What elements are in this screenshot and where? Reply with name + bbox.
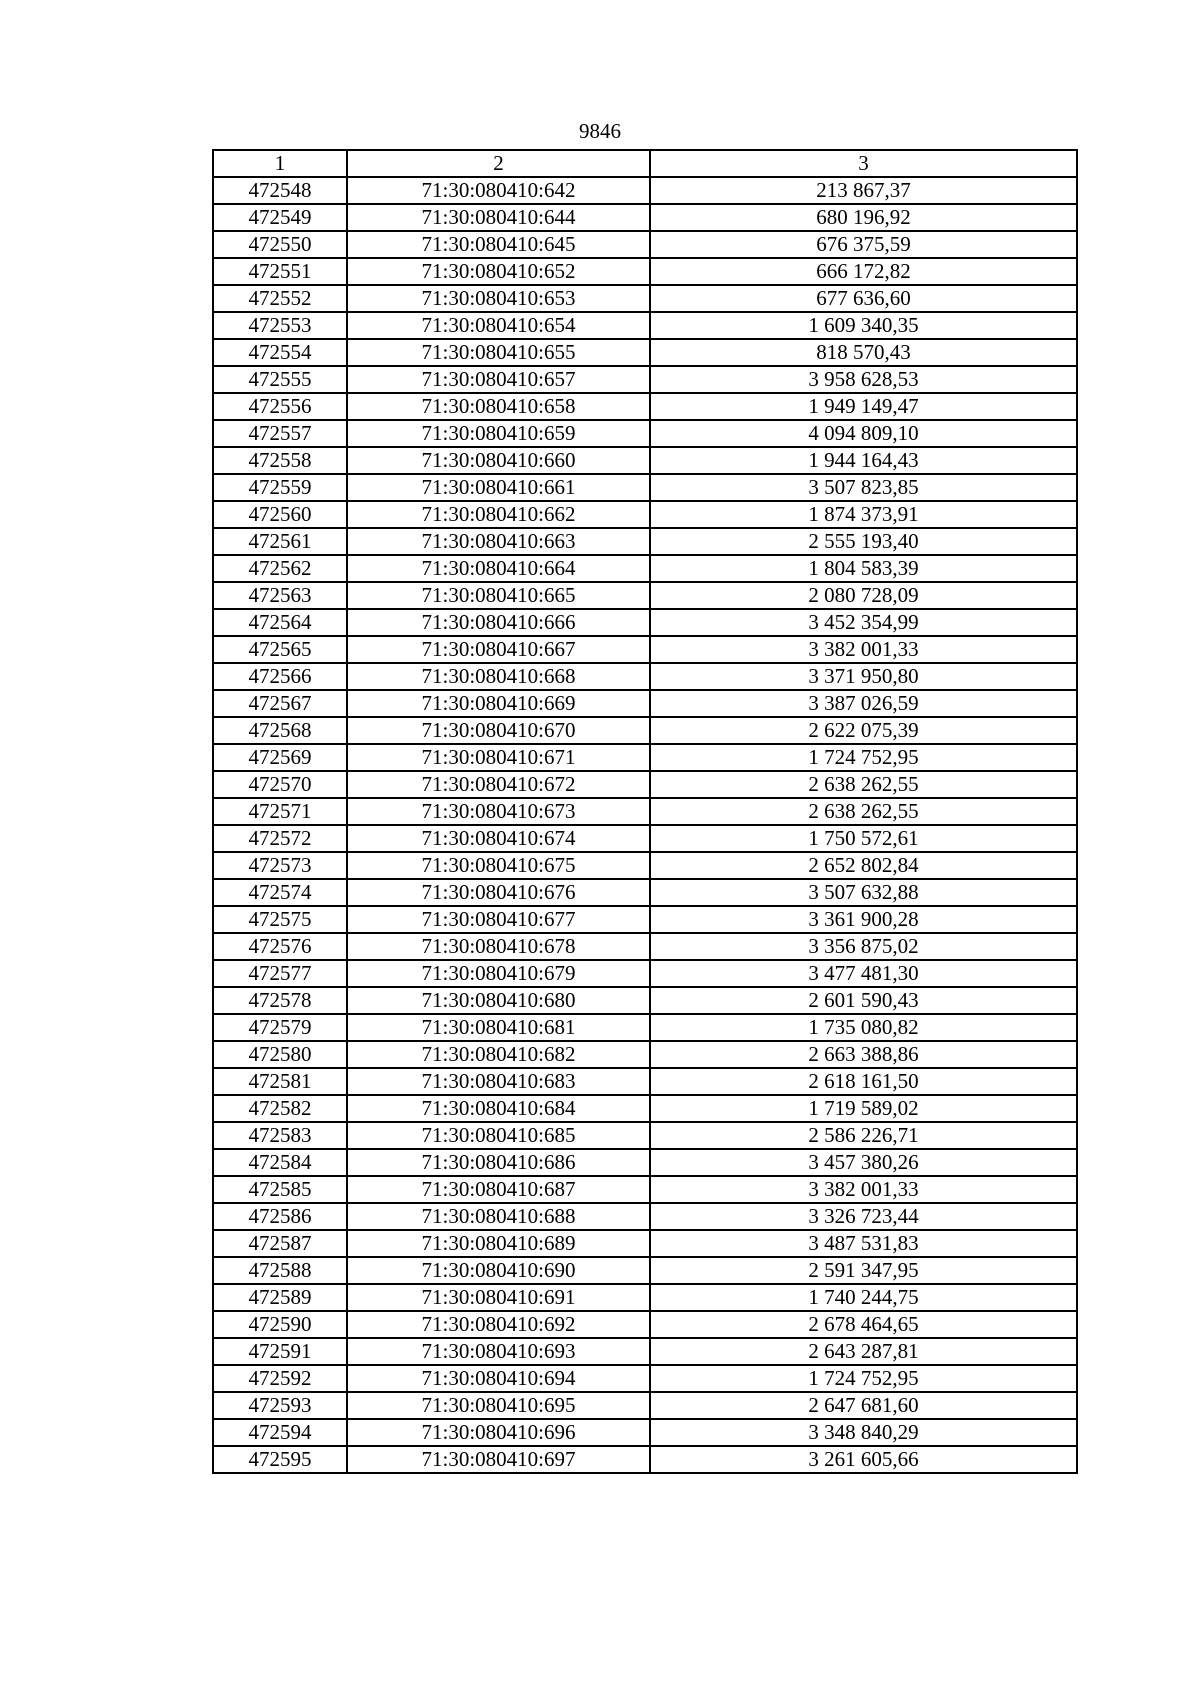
row-number-cell: 472578	[213, 987, 347, 1014]
value-cell: 1 724 752,95	[650, 744, 1077, 771]
value-cell: 213 867,37	[650, 177, 1077, 204]
table-row	[213, 690, 1077, 717]
cadastral-number-cell: 71:30:080410:658	[347, 393, 650, 420]
row-number-cell: 472562	[213, 555, 347, 582]
column-header-1: 1	[213, 150, 347, 177]
cadastral-number-cell: 71:30:080410:687	[347, 1176, 650, 1203]
value-cell: 2 622 075,39	[650, 717, 1077, 744]
table-row	[213, 204, 1077, 231]
table-row	[213, 393, 1077, 420]
row-number-cell: 472568	[213, 717, 347, 744]
cadastral-number-cell: 71:30:080410:680	[347, 987, 650, 1014]
row-number-cell: 472595	[213, 1446, 347, 1473]
table-row	[213, 1257, 1077, 1284]
value-cell: 2 647 681,60	[650, 1392, 1077, 1419]
cadastral-number-cell: 71:30:080410:645	[347, 231, 650, 258]
row-number-cell: 472580	[213, 1041, 347, 1068]
row-number-cell: 472566	[213, 663, 347, 690]
cadastral-number-cell: 71:30:080410:679	[347, 960, 650, 987]
value-cell: 3 326 723,44	[650, 1203, 1077, 1230]
row-number-cell: 472592	[213, 1365, 347, 1392]
value-cell: 3 356 875,02	[650, 933, 1077, 960]
table-row	[213, 1230, 1077, 1257]
cadastral-number-cell: 71:30:080410:666	[347, 609, 650, 636]
table-row	[213, 285, 1077, 312]
cadastral-number-cell: 71:30:080410:695	[347, 1392, 650, 1419]
value-cell: 4 094 809,10	[650, 420, 1077, 447]
table-row	[213, 987, 1077, 1014]
value-cell: 1 724 752,95	[650, 1365, 1077, 1392]
row-number-cell: 472565	[213, 636, 347, 663]
value-cell: 3 507 632,88	[650, 879, 1077, 906]
table-row	[213, 771, 1077, 798]
table-row	[213, 339, 1077, 366]
row-number-cell: 472556	[213, 393, 347, 420]
row-number-cell: 472574	[213, 879, 347, 906]
column-header-3: 3	[650, 150, 1077, 177]
value-cell: 666 172,82	[650, 258, 1077, 285]
table-row	[213, 852, 1077, 879]
table-row	[213, 474, 1077, 501]
cadastral-number-cell: 71:30:080410:653	[347, 285, 650, 312]
row-number-cell: 472557	[213, 420, 347, 447]
cadastral-number-cell: 71:30:080410:675	[347, 852, 650, 879]
cadastral-number-cell: 71:30:080410:644	[347, 204, 650, 231]
row-number-cell: 472550	[213, 231, 347, 258]
row-number-cell: 472567	[213, 690, 347, 717]
row-number-cell: 472558	[213, 447, 347, 474]
row-number-cell: 472573	[213, 852, 347, 879]
table-row	[213, 744, 1077, 771]
table-row	[213, 663, 1077, 690]
row-number-cell: 472576	[213, 933, 347, 960]
value-cell: 2 638 262,55	[650, 771, 1077, 798]
row-number-cell: 472560	[213, 501, 347, 528]
table-row	[213, 582, 1077, 609]
row-number-cell: 472549	[213, 204, 347, 231]
value-cell: 3 382 001,33	[650, 1176, 1077, 1203]
cadastral-number-cell: 71:30:080410:668	[347, 663, 650, 690]
data-table-container	[212, 149, 1078, 1474]
table-row	[213, 717, 1077, 744]
value-cell: 2 652 802,84	[650, 852, 1077, 879]
data-table	[212, 149, 1078, 1474]
row-number-cell: 472561	[213, 528, 347, 555]
cadastral-number-cell: 71:30:080410:664	[347, 555, 650, 582]
table-row	[213, 1311, 1077, 1338]
cadastral-number-cell: 71:30:080410:673	[347, 798, 650, 825]
row-number-cell: 472581	[213, 1068, 347, 1095]
table-row	[213, 1203, 1077, 1230]
cadastral-number-cell: 71:30:080410:688	[347, 1203, 650, 1230]
cadastral-number-cell: 71:30:080410:694	[347, 1365, 650, 1392]
row-number-cell: 472593	[213, 1392, 347, 1419]
row-number-cell: 472587	[213, 1230, 347, 1257]
row-number-cell: 472559	[213, 474, 347, 501]
value-cell: 2 638 262,55	[650, 798, 1077, 825]
value-cell: 3 457 380,26	[650, 1149, 1077, 1176]
value-cell: 2 678 464,65	[650, 1311, 1077, 1338]
cadastral-number-cell: 71:30:080410:681	[347, 1014, 650, 1041]
row-number-cell: 472552	[213, 285, 347, 312]
value-cell: 1 740 244,75	[650, 1284, 1077, 1311]
column-header-2: 2	[347, 150, 650, 177]
cadastral-number-cell: 71:30:080410:678	[347, 933, 650, 960]
row-number-cell: 472579	[213, 1014, 347, 1041]
value-cell: 3 477 481,30	[650, 960, 1077, 987]
row-number-cell: 472551	[213, 258, 347, 285]
cadastral-number-cell: 71:30:080410:655	[347, 339, 650, 366]
cadastral-number-cell: 71:30:080410:662	[347, 501, 650, 528]
table-row	[213, 1365, 1077, 1392]
table-row	[213, 1095, 1077, 1122]
cadastral-number-cell: 71:30:080410:690	[347, 1257, 650, 1284]
table-row	[213, 555, 1077, 582]
row-number-cell: 472564	[213, 609, 347, 636]
value-cell: 676 375,59	[650, 231, 1077, 258]
value-cell: 680 196,92	[650, 204, 1077, 231]
value-cell: 3 487 531,83	[650, 1230, 1077, 1257]
table-row	[213, 1122, 1077, 1149]
table-row	[213, 933, 1077, 960]
cadastral-number-cell: 71:30:080410:670	[347, 717, 650, 744]
cadastral-number-cell: 71:30:080410:671	[347, 744, 650, 771]
table-row	[213, 879, 1077, 906]
row-number-cell: 472594	[213, 1419, 347, 1446]
row-number-cell: 472577	[213, 960, 347, 987]
table-row	[213, 1068, 1077, 1095]
row-number-cell: 472588	[213, 1257, 347, 1284]
page-number: 9846	[579, 119, 621, 143]
table-row	[213, 501, 1077, 528]
row-number-cell: 472554	[213, 339, 347, 366]
row-number-cell: 472584	[213, 1149, 347, 1176]
cadastral-number-cell: 71:30:080410:677	[347, 906, 650, 933]
table-row	[213, 906, 1077, 933]
table-row	[213, 1176, 1077, 1203]
value-cell: 2 618 161,50	[650, 1068, 1077, 1095]
row-number-cell: 472569	[213, 744, 347, 771]
cadastral-number-cell: 71:30:080410:686	[347, 1149, 650, 1176]
table-row	[213, 960, 1077, 987]
row-number-cell: 472583	[213, 1122, 347, 1149]
table-row	[213, 1419, 1077, 1446]
table-row	[213, 1041, 1077, 1068]
table-row	[213, 825, 1077, 852]
header-row	[213, 150, 1077, 177]
cadastral-number-cell: 71:30:080410:685	[347, 1122, 650, 1149]
value-cell: 1 719 589,02	[650, 1095, 1077, 1122]
cadastral-number-cell: 71:30:080410:669	[347, 690, 650, 717]
row-number-cell: 472553	[213, 312, 347, 339]
table-row	[213, 312, 1077, 339]
table-row	[213, 528, 1077, 555]
value-cell: 3 387 026,59	[650, 690, 1077, 717]
table-row	[213, 1446, 1077, 1473]
row-number-cell: 472586	[213, 1203, 347, 1230]
value-cell: 2 591 347,95	[650, 1257, 1077, 1284]
value-cell: 1 750 572,61	[650, 825, 1077, 852]
cadastral-number-cell: 71:30:080410:665	[347, 582, 650, 609]
value-cell: 3 348 840,29	[650, 1419, 1077, 1446]
table-row	[213, 1338, 1077, 1365]
value-cell: 818 570,43	[650, 339, 1077, 366]
value-cell: 2 586 226,71	[650, 1122, 1077, 1149]
cadastral-number-cell: 71:30:080410:663	[347, 528, 650, 555]
value-cell: 2 643 287,81	[650, 1338, 1077, 1365]
cadastral-number-cell: 71:30:080410:654	[347, 312, 650, 339]
cadastral-number-cell: 71:30:080410:674	[347, 825, 650, 852]
row-number-cell: 472575	[213, 906, 347, 933]
row-number-cell: 472585	[213, 1176, 347, 1203]
row-number-cell: 472555	[213, 366, 347, 393]
value-cell: 2 555 193,40	[650, 528, 1077, 555]
row-number-cell: 472548	[213, 177, 347, 204]
table-row	[213, 636, 1077, 663]
table-row	[213, 1284, 1077, 1311]
table-row	[213, 258, 1077, 285]
cadastral-number-cell: 71:30:080410:682	[347, 1041, 650, 1068]
table-row	[213, 609, 1077, 636]
table-row	[213, 177, 1077, 204]
table-row	[213, 447, 1077, 474]
table-row	[213, 420, 1077, 447]
value-cell: 1 949 149,47	[650, 393, 1077, 420]
table-row	[213, 1149, 1077, 1176]
table-row	[213, 798, 1077, 825]
value-cell: 1 804 583,39	[650, 555, 1077, 582]
value-cell: 2 080 728,09	[650, 582, 1077, 609]
table-row	[213, 366, 1077, 393]
cadastral-number-cell: 71:30:080410:684	[347, 1095, 650, 1122]
cadastral-number-cell: 71:30:080410:667	[347, 636, 650, 663]
cadastral-number-cell: 71:30:080410:659	[347, 420, 650, 447]
value-cell: 677 636,60	[650, 285, 1077, 312]
cadastral-number-cell: 71:30:080410:692	[347, 1311, 650, 1338]
row-number-cell: 472591	[213, 1338, 347, 1365]
row-number-cell: 472571	[213, 798, 347, 825]
cadastral-number-cell: 71:30:080410:661	[347, 474, 650, 501]
value-cell: 2 663 388,86	[650, 1041, 1077, 1068]
cadastral-number-cell: 71:30:080410:683	[347, 1068, 650, 1095]
cadastral-number-cell: 71:30:080410:693	[347, 1338, 650, 1365]
cadastral-number-cell: 71:30:080410:652	[347, 258, 650, 285]
value-cell: 1 735 080,82	[650, 1014, 1077, 1041]
row-number-cell: 472590	[213, 1311, 347, 1338]
cadastral-number-cell: 71:30:080410:660	[347, 447, 650, 474]
row-number-cell: 472572	[213, 825, 347, 852]
cadastral-number-cell: 71:30:080410:657	[347, 366, 650, 393]
value-cell: 3 361 900,28	[650, 906, 1077, 933]
value-cell: 1 609 340,35	[650, 312, 1077, 339]
value-cell: 3 452 354,99	[650, 609, 1077, 636]
cadastral-number-cell: 71:30:080410:676	[347, 879, 650, 906]
cadastral-number-cell: 71:30:080410:696	[347, 1419, 650, 1446]
cadastral-number-cell: 71:30:080410:691	[347, 1284, 650, 1311]
value-cell: 2 601 590,43	[650, 987, 1077, 1014]
value-cell: 3 371 950,80	[650, 663, 1077, 690]
row-number-cell: 472563	[213, 582, 347, 609]
cadastral-number-cell: 71:30:080410:697	[347, 1446, 650, 1473]
value-cell: 3 958 628,53	[650, 366, 1077, 393]
cadastral-number-cell: 71:30:080410:672	[347, 771, 650, 798]
table-row	[213, 1014, 1077, 1041]
row-number-cell: 472582	[213, 1095, 347, 1122]
cadastral-number-cell: 71:30:080410:689	[347, 1230, 650, 1257]
cadastral-number-cell: 71:30:080410:642	[347, 177, 650, 204]
value-cell: 3 507 823,85	[650, 474, 1077, 501]
value-cell: 1 944 164,43	[650, 447, 1077, 474]
row-number-cell: 472570	[213, 771, 347, 798]
table-body	[213, 177, 1077, 1473]
value-cell: 1 874 373,91	[650, 501, 1077, 528]
row-number-cell: 472589	[213, 1284, 347, 1311]
table-row	[213, 1392, 1077, 1419]
value-cell: 3 382 001,33	[650, 636, 1077, 663]
table-row	[213, 231, 1077, 258]
value-cell: 3 261 605,66	[650, 1446, 1077, 1473]
